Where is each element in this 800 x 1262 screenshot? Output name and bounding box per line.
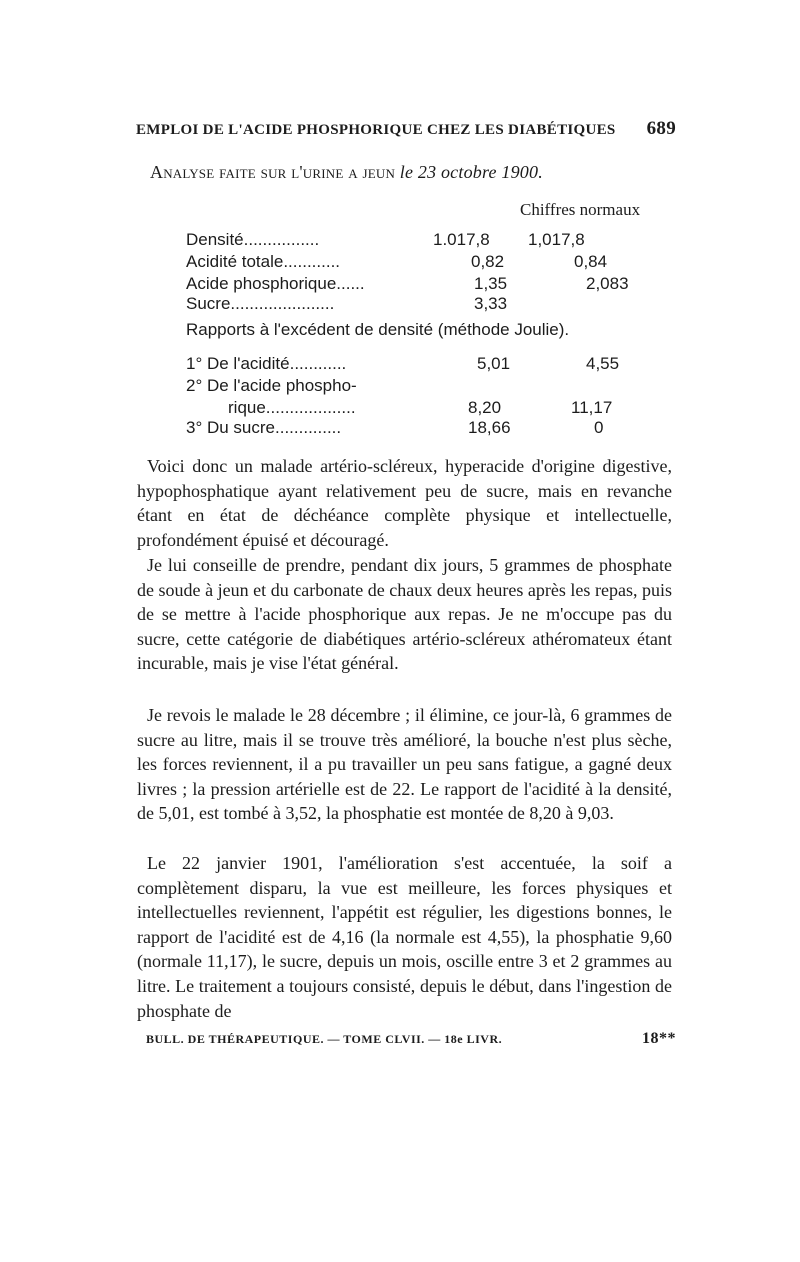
row-label: 2° De l'acide phospho- (186, 376, 357, 395)
row-label: rique................... (228, 398, 356, 417)
row-normal: 1,017,8 (528, 230, 585, 249)
body-paragraph: Le 22 janvier 1901, l'amélioration s'est accentuée, la soif a complètement disparu, la vue est meilleure, les forces physiques et intellectuelles reviennent, l'appétit est régulier, les digestions bonnes, le rapport de l'acidité est de 4,16 (la normale est 4,55), la phosphatie 9,60 (normale 11,17), le sucre, depuis un mois, oscille entre 3 et 2 grammes au litre. Le traitement a toujours consisté, depuis le début, dans l'ingestion de phosphate de (137, 853, 672, 1021)
analysis-caption (150, 162, 670, 183)
row-label: 3° Du sucre.............. (186, 418, 342, 437)
caption-prefix: Analyse faite sur l'urine a jeun (150, 162, 396, 182)
row-normal: 0,84 (574, 252, 608, 271)
row-normal: 11,17 (571, 398, 613, 417)
row-value: 0,82 (471, 252, 505, 271)
body-paragraph: Voici donc un malade artério-scléreux, hyperacide d'origine digestive, hypophosphatique ayant relativement peu de sucre, mais en revanche étant en état de déchéance complète physique et intellectuelle, profondément épuisé et découragé. (137, 456, 672, 550)
row-value: 1.017,8 (433, 230, 490, 249)
ratios-heading: Rapports à l'excédent de densité (méthode Joulie). (186, 320, 570, 339)
caption-date: le 23 octobre 1900. (399, 162, 543, 182)
running-head (136, 118, 676, 140)
row-label: 1° De l'acidité............ (186, 354, 347, 373)
signature-mark: 18** (642, 1030, 676, 1047)
row-value: 8,20 (468, 398, 502, 417)
row-value: 1,35 (474, 274, 508, 293)
page-footer (146, 1030, 676, 1048)
row-label: Acide phosphorique...... (186, 274, 365, 293)
running-head-title: EMPLOI DE L'ACIDE PHOSPHORIQUE CHEZ LES DIABÉTIQUES (136, 122, 616, 138)
row-normal: 0 (594, 418, 604, 437)
row-label: Densité................ (186, 230, 320, 249)
row-normal: 4,55 (586, 354, 620, 373)
row-label: Sucre...................... (186, 294, 335, 313)
row-value: 18,66 (468, 418, 511, 437)
journal-reference: BULL. DE THÉRAPEUTIQUE. — TOME CLVII. — 18e LIVR. (146, 1032, 503, 1046)
normals-header: Chiffres normaux (520, 200, 641, 219)
row-label: Acidité totale............ (186, 252, 341, 271)
row-normal: 2,083 (586, 274, 629, 293)
body-paragraph: Je lui conseille de prendre, pendant dix jours, 5 grammes de phosphate de soude à jeun et du carbonate de chaux deux heures après les repas, puis de se mettre à l'acide phosphorique aux repas. Je ne m'occupe pas du sucre, cette catégorie de diabétiques artério-scléreux athéromateux étant incurable, mais je vise l'état général. (137, 555, 672, 674)
page-number: 689 (646, 118, 676, 139)
row-value: 3,33 (474, 294, 508, 313)
body-paragraph: Je revois le malade le 28 décembre ; il élimine, ce jour-là, 6 grammes de sucre au litre, mais il se trouve très amélioré, la bouche n'est plus sèche, les forces reviennent, il a pu travailler un peu sans fatigue, a gagné deux livres ; la pression artérielle est de 22. Le rapport de l'acidité à la densité, de 5,01, est tombé à 3,52, la phosphatie est montée de 8,20 à 9,03. (137, 705, 672, 824)
row-value: 5,01 (477, 354, 511, 373)
